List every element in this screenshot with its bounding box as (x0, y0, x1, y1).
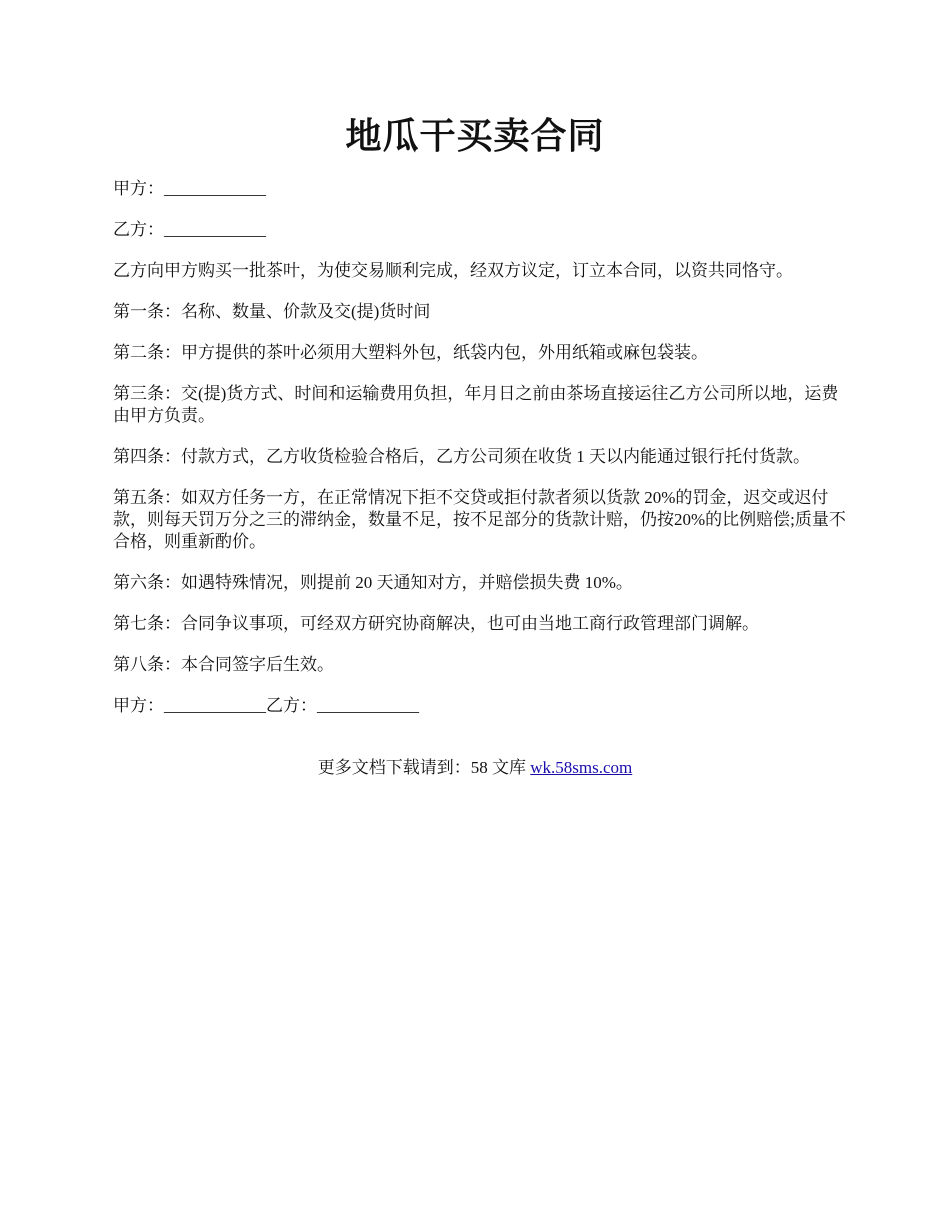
party-a-line: 甲方：____________ (113, 179, 266, 198)
document-body (113, 178, 853, 736)
article-7: 第七条：合同争议事项，可经双方研究协商解决，也可由当地工商行政管理部门调解。 (113, 614, 759, 633)
document-title: 地瓜干买卖合同 (345, 116, 605, 156)
signature-line: 甲方：____________乙方：____________ (113, 696, 419, 715)
article-8: 第八条：本合同签字后生效。 (113, 655, 334, 674)
article-4: 第四条：付款方式，乙方收货检验合格后，乙方公司须在收货 1 天以内能通过银行托付货款。 (113, 447, 810, 466)
footer-link[interactable]: wk.58sms.com (530, 758, 633, 777)
footer-text: 更多文档下载请到：58 文库 (317, 758, 531, 777)
article-3: 第三条：交(提)货方式、时间和运输费用负担，年月日之前由茶场直接运往乙方公司所以地，运费由甲方负责。 (113, 384, 839, 425)
footer (0, 757, 950, 779)
intro-paragraph: 乙方向甲方购买一批茶叶，为使交易顺利完成，经双方议定，订立本合同，以资共同恪守。 (113, 261, 793, 280)
article-6: 第六条：如遇特殊情况，则提前 20 天通知对方，并赔偿损失费 10%。 (113, 573, 633, 592)
article-1: 第一条：名称、数量、价款及交(提)货时间 (113, 302, 431, 321)
party-b-line: 乙方：____________ (113, 220, 266, 239)
article-2: 第二条：甲方提供的茶叶必须用大塑料外包，纸袋内包，外用纸箱或麻包袋装。 (113, 343, 708, 362)
article-5: 第五条：如双方任务一方，在正常情况下拒不交贷或拒付款者须以货款 20%的罚金，迟交或迟付款，则每天罚万分之三的滞纳金，数量不足，按不足部分的货款计赔，仍按20%的比例赔偿;质量不合格，则重新酌价。 (113, 488, 846, 551)
